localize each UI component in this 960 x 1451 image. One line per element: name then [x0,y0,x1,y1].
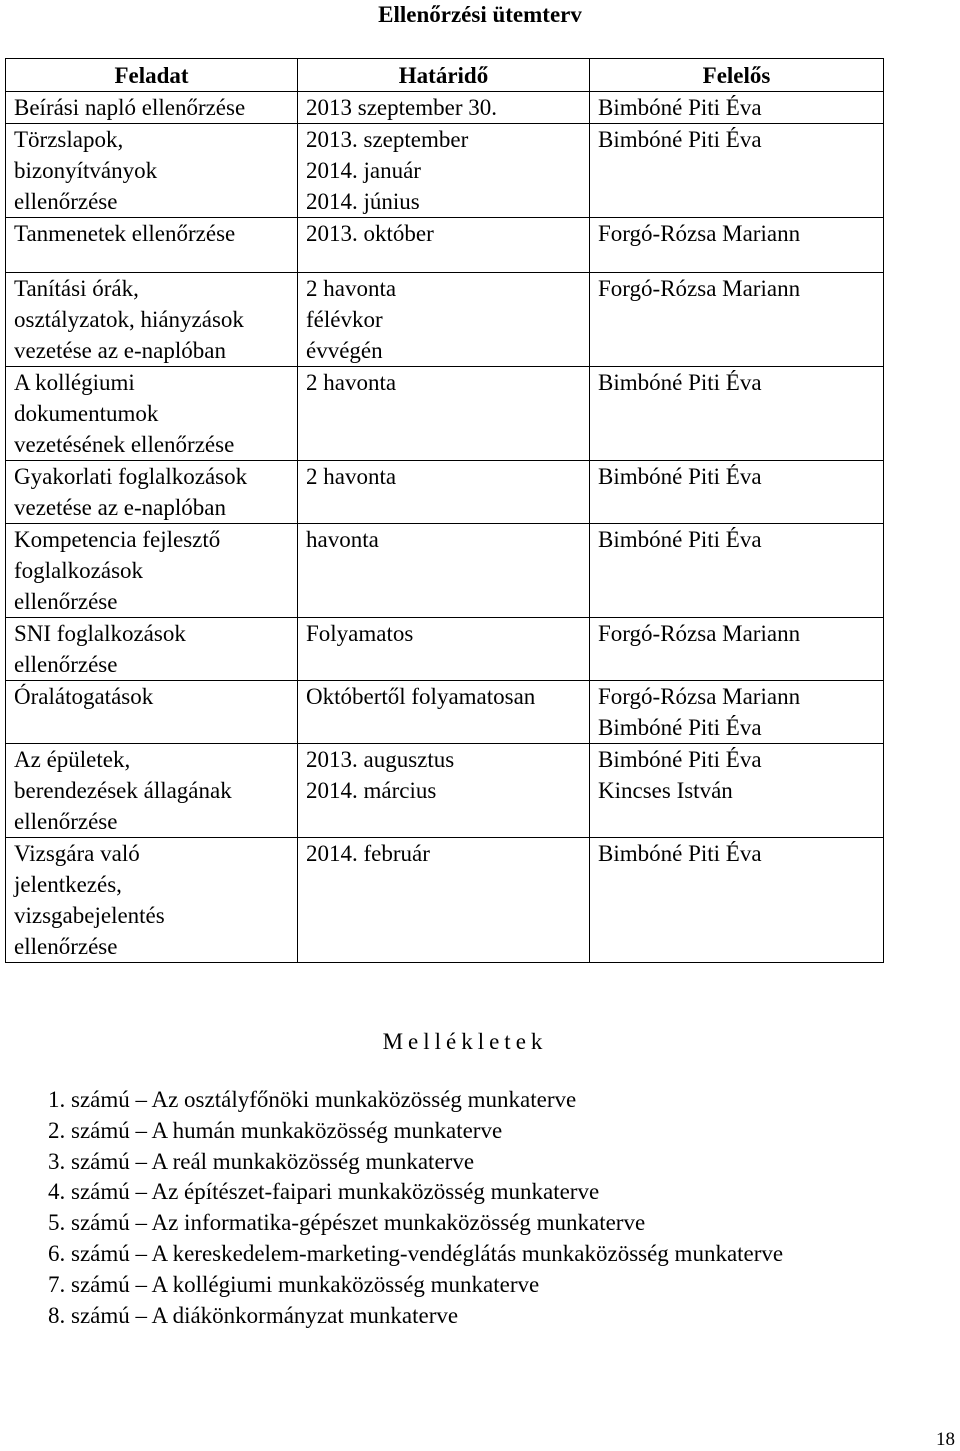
header-task: Feladat [6,59,298,92]
task-cell: SNI foglalkozások ellenőrzése [6,618,298,681]
deadline-cell: 2 havonta [298,367,590,461]
responsible-cell: Forgó-Rózsa Mariann [590,618,884,681]
deadline-cell: 2013 szeptember 30. [298,92,590,124]
table-row [6,461,884,524]
deadline-cell: 2 havonta [298,461,590,524]
deadline-cell: 2 havonta félévkor évvégén [298,273,590,367]
attachments-title: Mellékletek [382,1029,548,1054]
list-item: 4. számú – Az építészet-faipari munkaközösség munkaterve [48,1179,600,1205]
header-responsible: Felelős [590,59,884,92]
task-cell: Törzslapok, bizonyítványok ellenőrzése [6,124,298,218]
table-row [6,273,884,367]
table-row [6,618,884,681]
page-number: 18 [936,1429,955,1450]
responsible-cell: Bimbóné Piti Éva [590,838,884,963]
list-item: 5. számú – Az informatika-gépészet munkaközösség munkaterve [48,1210,646,1236]
responsible-cell: Bimbóné Piti Éva [590,92,884,124]
table-row [6,218,884,273]
responsible-cell: Bimbóné Piti Éva [590,524,884,618]
page-title: Ellenőrzési ütemterv [378,2,582,27]
deadline-cell: 2013. augusztus 2014. március [298,744,590,838]
header-deadline: Határidő [298,59,590,92]
attachments-list [48,1085,783,1331]
table-row [6,367,884,461]
table-header-row [6,59,884,92]
schedule-table [5,58,884,963]
task-cell: Óralátogatások [6,681,298,744]
table-row [6,744,884,838]
list-item: 2. számú – A humán munkaközösség munkaterve [48,1117,503,1143]
table-row [6,92,884,124]
task-cell: Tanmenetek ellenőrzése [6,218,298,273]
responsible-cell: Forgó-Rózsa Mariann [590,218,884,273]
deadline-cell: 2014. február [298,838,590,963]
deadline-cell: havonta [298,524,590,618]
list-item: 8. számú – A diákönkormányzat munkaterve [48,1302,459,1328]
table-row [6,524,884,618]
table-row [6,838,884,963]
list-item: 3. számú – A reál munkaközösség munkaterve [48,1148,475,1174]
task-cell: Vizsgára való jelentkezés, vizsgabejelentés ellenőrzése [6,838,298,963]
responsible-cell: Bimbóné Piti Éva Kincses István [590,744,884,838]
table-row [6,124,884,218]
responsible-cell: Forgó-Rózsa Mariann [590,273,884,367]
responsible-cell: Forgó-Rózsa Mariann Bimbóné Piti Éva [590,681,884,744]
task-cell: Beírási napló ellenőrzése [6,92,298,124]
table-row [6,681,884,744]
task-cell: Gyakorlati foglalkozások vezetése az e-naplóban [6,461,298,524]
responsible-cell: Bimbóné Piti Éva [590,461,884,524]
list-item: 1. számú – Az osztályfőnöki munkaközösség munkaterve [48,1087,577,1112]
deadline-cell: Folyamatos [298,618,590,681]
list-item: 7. számú – A kollégiumi munkaközösség munkaterve [48,1271,540,1297]
responsible-cell: Bimbóné Piti Éva [590,124,884,218]
deadline-cell: Októbertől folyamatosan [298,681,590,744]
task-cell: Tanítási órák, osztályzatok, hiányzások vezetése az e-naplóban [6,273,298,367]
deadline-cell: 2013. október [298,218,590,273]
responsible-cell: Bimbóné Piti Éva [590,367,884,461]
list-item: 6. számú – A kereskedelem-marketing-vendéglátás munkaközösség munkaterve [48,1240,784,1266]
deadline-cell: 2013. szeptember 2014. január 2014. június [298,124,590,218]
task-cell: A kollégiumi dokumentumok vezetésének ellenőrzése [6,367,298,461]
task-cell: Kompetencia fejlesztő foglalkozások ellenőrzése [6,524,298,618]
task-cell: Az épületek, berendezések állagának ellenőrzése [6,744,298,838]
